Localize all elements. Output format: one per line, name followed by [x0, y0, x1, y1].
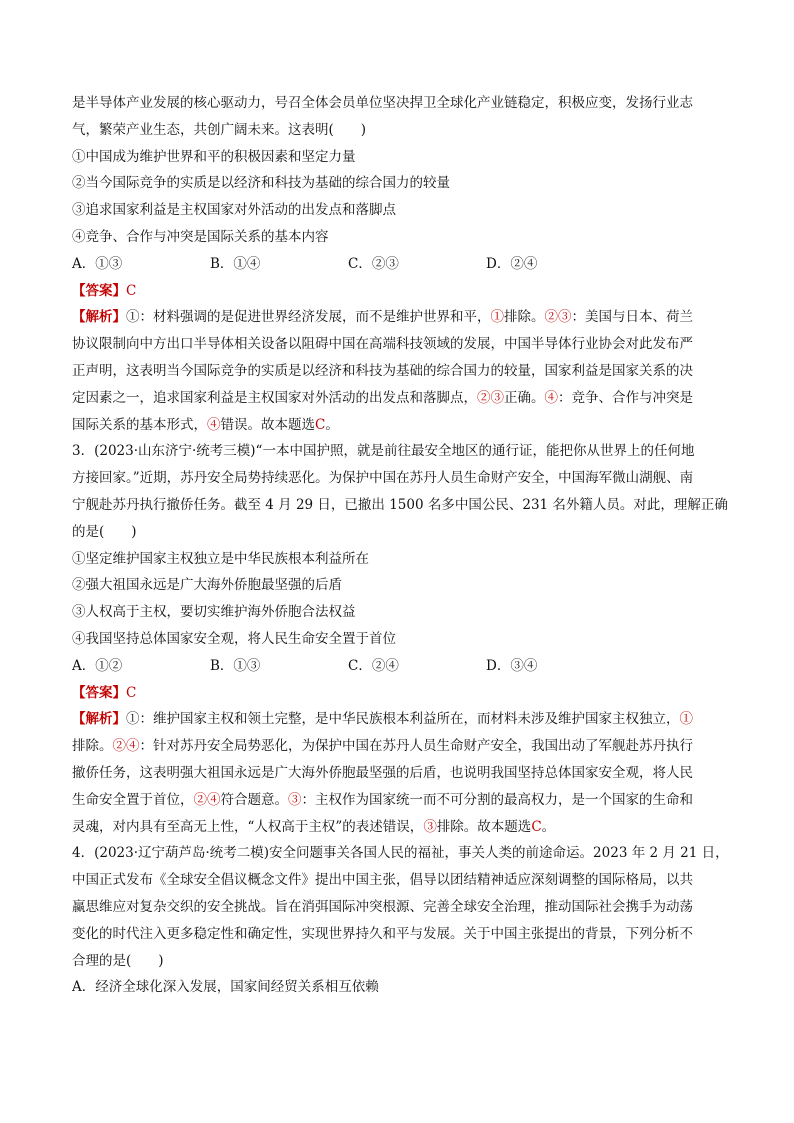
statement-item: ①坚定维护国家主权独立是中华民族根本利益所在: [72, 550, 369, 567]
analysis-text: 排除。: [72, 738, 113, 755]
statement-item: ④我国坚持总体国家安全观，将人民生命安全置于首位: [72, 630, 396, 647]
option-d: D．③④: [486, 657, 538, 674]
analysis-tag: 【解析】: [72, 711, 126, 728]
option-b: B．①④: [210, 255, 261, 272]
analysis-highlight: ②④: [193, 791, 221, 808]
analysis-highlight: C: [531, 818, 542, 835]
analysis-text: 协议限制向中方出口半导体相关设备以阻碍中国在高端科技领域的发展，中国半导体行业协会对此发布严: [72, 336, 693, 353]
analysis-highlight: ④: [207, 416, 221, 433]
analysis-text: ：主权作为国家统一而不可分割的最高权力，是一个国家的生命和: [301, 791, 693, 808]
stem-line: 变化的时代注入更多稳定性和确定性，实现世界持久和平与发展。关于中国主张提出的背景，下列分析不: [72, 925, 693, 942]
option-c: C．②④: [348, 657, 399, 674]
analysis-highlight: C: [315, 416, 326, 433]
stem-line: 赢思维应对复杂交织的安全挑战。旨在消弭国际冲突根源、完善全球安全治理，推动国际社会携手为动荡: [72, 898, 693, 915]
document-page: [72, 90, 729, 1001]
option-c: C．②③: [348, 255, 399, 272]
analysis-line: [72, 304, 722, 331]
answer-value: C: [126, 282, 137, 299]
analysis-line: [72, 358, 722, 385]
stem-line: 3．(2023·山东济宁·统考三模)“一本中国护照，就是前往最安全地区的通行证，能把你从世界上的任何地: [72, 443, 695, 460]
analysis-text: 正声明，这表明当今国际竞争的实质是以经济和科技为基础的综合国力的较量，国家利益是国家关系的决: [72, 362, 693, 379]
stem-line: 中国正式发布《全球安全倡议概念文件》提出中国主张，倡导以团结精神适应深刻调整的国际格局，以共: [72, 872, 693, 889]
stem-line: 气，繁荣产业生态，共创广阔未来。这表明( ): [72, 121, 367, 138]
question-2-answer: [72, 278, 722, 305]
analysis-line: [72, 733, 722, 760]
option-a: A．①②: [72, 657, 123, 674]
analysis-text: 排除。: [504, 309, 545, 326]
question-4-stem: [72, 840, 729, 974]
analysis-line: [72, 331, 722, 358]
analysis-text: ：针对苏丹安全局势恶化，为保护中国在苏丹人员生命财产安全，我国出动了军舰赴苏丹执行: [139, 738, 693, 755]
option-a: A．①③: [72, 255, 123, 272]
question-3-analysis: [72, 706, 722, 840]
analysis-text: ①：维护国家主权和领土完整，是中华民族根本利益所在，而材料未涉及维护国家主权独立，: [126, 711, 680, 728]
analysis-text: 生命安全置于首位，: [72, 791, 194, 808]
option-b: B．①③: [210, 657, 261, 674]
question-2-items: [72, 144, 722, 251]
answer-value: C: [126, 684, 137, 701]
analysis-highlight: ①: [679, 711, 693, 728]
analysis-line: [72, 706, 722, 733]
analysis-line: [72, 760, 722, 787]
analysis-tag: 【解析】: [72, 309, 126, 326]
question-3-answer: [72, 680, 722, 707]
analysis-line: [72, 385, 722, 412]
analysis-text: 符合题意。: [220, 791, 288, 808]
answer-tag: 【答案】: [72, 282, 126, 299]
stem-line: 宁舰赴苏丹执行撤侨任务。截至 4 月 29 日，已撤出 1500 名多中国公民、231 名外籍人员。对此，理解正确: [72, 496, 728, 513]
analysis-text: 错误。故本题选: [220, 416, 315, 433]
stem-line: 方接回家。”近期，苏丹安全局势持续恶化。为保护中国在苏丹人员生命财产安全，中国海军微山湖舰、南: [72, 470, 694, 487]
option-d: D．②④: [486, 255, 538, 272]
analysis-text: 国际关系的基本形式，: [72, 416, 207, 433]
analysis-line: [72, 814, 722, 841]
analysis-text: 排除。故本题选: [436, 818, 532, 835]
analysis-highlight: ②③: [477, 389, 504, 406]
analysis-text: 。: [541, 818, 556, 835]
analysis-text: 正确。: [504, 389, 545, 406]
statement-item: ④竞争、合作与冲突是国际关系的基本内容: [72, 228, 329, 245]
analysis-text: ①：材料强调的是促进世界经济发展，而不是维护世界和平，: [126, 309, 491, 326]
question-3-stem: [72, 438, 728, 545]
stem-line: 合理的是( ): [72, 952, 164, 969]
analysis-highlight: ②④: [112, 738, 140, 755]
statement-item: ③人权高于主权，要切实维护海外侨胞合法权益: [72, 604, 356, 621]
statement-item: ②当今国际竞争的实质是以经济和科技为基础的综合国力的较量: [72, 175, 450, 192]
statement-item: ②强大祖国永远是广大海外侨胞最坚强的后盾: [72, 577, 342, 594]
question-2-stem: [72, 90, 722, 144]
analysis-text: 定因素之一，追求国家利益是主权国家对外活动的出发点和落脚点，: [72, 389, 477, 406]
analysis-highlight: ③: [423, 818, 437, 835]
question-2-analysis: [72, 304, 722, 438]
question-3-options: [72, 653, 722, 680]
option-a: A．经济全球化深入发展，国家间经贸关系相互依赖: [72, 979, 379, 996]
analysis-text: 撤侨任务，这表明强大祖国永远是广大海外侨胞最坚强的后盾，也说明我国坚持总体国家安全观，将人民: [72, 764, 693, 781]
stem-line: 是半导体产业发展的核心驱动力，号召全体会员单位坚决捍卫全球化产业链稳定，积极应变，发扬行业志: [72, 95, 693, 111]
analysis-line: [72, 787, 722, 814]
analysis-text: ：美国与日本、荷兰: [571, 309, 693, 326]
analysis-highlight: ②③: [544, 309, 572, 326]
answer-tag: 【答案】: [72, 684, 126, 701]
question-3-items: [72, 546, 722, 653]
stem-line: 的是( ): [72, 523, 137, 540]
analysis-text: 。: [325, 416, 339, 433]
analysis-line: [72, 412, 722, 439]
statement-item: ①中国成为维护世界和平的积极因素和坚定力量: [72, 148, 356, 165]
statement-item: ③追求国家利益是主权国家对外活动的出发点和落脚点: [72, 202, 396, 219]
analysis-highlight: ①: [490, 309, 504, 326]
analysis-text: ：竞争、合作与冲突是: [558, 389, 693, 406]
stem-line: 4．(2023·辽宁葫芦岛·统考二模)安全问题事关各国人民的福祉，事关人类的前途命运。2023 年 2 月 21 日，: [72, 845, 729, 862]
analysis-highlight: ③: [288, 791, 302, 808]
question-2-options: [72, 251, 722, 278]
analysis-highlight: ④: [544, 389, 558, 406]
analysis-text: 灵魂，对内具有至高无上性，“人权高于主权”的表述错误，: [72, 818, 424, 835]
